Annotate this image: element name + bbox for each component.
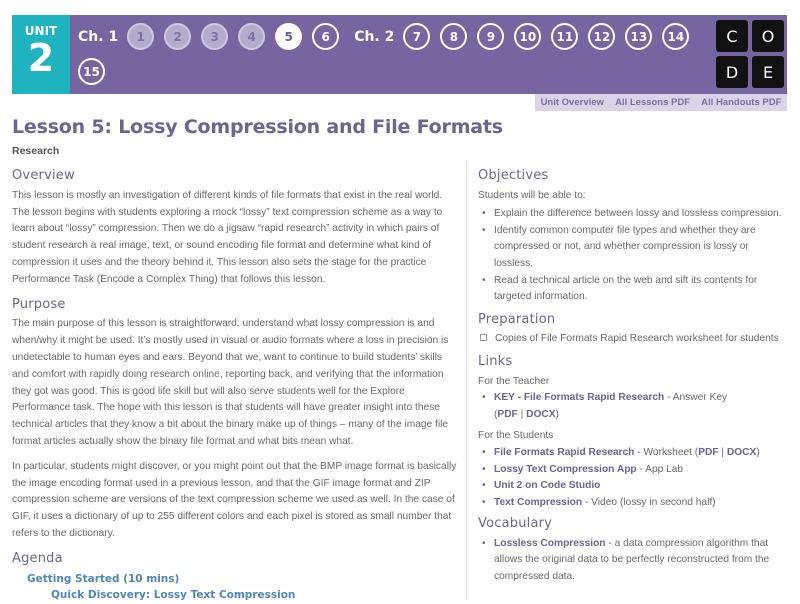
lesson-10-button[interactable]: 10 (514, 23, 541, 50)
agenda-subitem[interactable]: Quick Discovery: Lossy Text Compression (51, 589, 296, 602)
link-item: • Text Compression - Video (lossy in second half) (478, 495, 790, 512)
resource-link[interactable]: File Formats Rapid Research (494, 446, 635, 458)
docx-link[interactable]: DOCX (526, 408, 556, 420)
docx-link[interactable]: DOCX (726, 446, 757, 458)
objective-item: • Identify common computer file types and whether they are compressed or not, and whether compression is lossy or lossless. (478, 223, 790, 273)
resource-link[interactable]: Text Compression (494, 496, 583, 508)
lesson-14-button[interactable]: 14 (662, 23, 689, 50)
checkbox-icon[interactable] (480, 334, 487, 341)
all-handouts-pdf-link[interactable]: All Handouts PDF (701, 97, 782, 108)
page-title: Lesson 5: Lossy Compression and File Formats (12, 116, 503, 138)
main-column (12, 166, 458, 604)
objective-item: • Explain the difference between lossy and lossless compression. (478, 206, 790, 223)
all-lessons-pdf-link[interactable]: All Lessons PDF (615, 97, 691, 108)
lesson-12-button[interactable]: 12 (588, 23, 615, 50)
unit-header (12, 15, 787, 94)
lesson-15-button[interactable]: 15 (78, 58, 105, 85)
overview-text: This lesson is mostly an investigation of different kinds of file formats that exist in the real world. The lesson begins with students exploring a mock “lossy” text compression scheme as a way to learn about “lossy” compression. Then we do a jigsaw “rapid research” activity in which pairs of student research a real image, text, or sound encoding file format and determine what kind of compression it uses and the theory behind it. This lesson also sets the stage for the practice Performance Task (Encode a Complex Thing) that follows this lesson. (12, 189, 443, 285)
agenda-item[interactable]: Getting Started (10 mins) (27, 572, 180, 585)
agenda-heading: Agenda (12, 550, 63, 566)
purpose-heading: Purpose (12, 296, 66, 312)
pdf-link[interactable]: PDF (698, 446, 719, 458)
chapter-1-label: Ch. 1 (78, 28, 119, 45)
lesson-type: Research (12, 145, 60, 157)
lesson-3-button[interactable]: 3 (201, 23, 228, 50)
teacher-label: For the Teacher (478, 375, 550, 387)
lesson-9-button[interactable]: 9 (477, 23, 504, 50)
objective-item: • Read a technical article on the web and sift its contents for targeted information. (478, 273, 790, 306)
purpose-paragraph: The main purpose of this lesson is straightforward: understand what lossy compression is and when/why it might be used. It’s mostly used in visual or audio formats where a loss in precision is undetectable to human eyes and ears. Beyond that we, want to continue to build students’ skills and comfort with rapidly doing research online, reporting back, and verifying that the information they got was good. This is good life skill but will also serve students well for the Explore Performance task. The hope with this lesson is that students will have greater insight into these technical articles that they know a bit about the binary make up of things – many of the image file format articles actually show the binary file format and what bits mean what. (12, 318, 449, 447)
vocabulary-item: • Lossless Compression - a data compression algorithm that allows the original data to be perfectly reconstructed from the compressed data. (478, 536, 790, 586)
lesson-7-button[interactable]: 7 (403, 23, 430, 50)
lesson-4-button[interactable]: 4 (238, 23, 265, 50)
links-heading: Links (478, 353, 513, 369)
lesson-nav-row-2 (78, 58, 105, 85)
pdf-link[interactable]: PDF (497, 408, 518, 420)
overview-heading: Overview (12, 168, 75, 183)
preparation-item: Copies of File Formats Rapid Research worksheet for students (478, 331, 790, 348)
lesson-5-button[interactable]: 5 (275, 23, 302, 50)
resource-link[interactable]: KEY - File Formats Rapid Research (494, 392, 665, 404)
resource-links-bar (535, 94, 787, 111)
vocabulary-heading: Vocabulary (478, 516, 553, 532)
lesson-6-button[interactable]: 6 (312, 23, 339, 50)
resource-link[interactable]: Lossy Text Compression App (494, 463, 637, 475)
chapter-2-label: Ch. 2 (354, 28, 395, 45)
sidebar-column (478, 166, 790, 586)
purpose-paragraph: In particular, students might discover, or you might point out that the BMP image format is basically the image encoding format used in a previous lesson, and that the GIF image format and ZIP compression scheme are versions of the text compression scheme we used as well. In the case of GIF, it uses a dictionary of up to 255 different colors and each pixel is stored as small number that refers to the dictionary. (12, 460, 457, 539)
lesson-13-button[interactable]: 13 (625, 23, 652, 50)
students-label: For the Students (478, 430, 554, 442)
code-org-logo[interactable]: C O D E (716, 20, 784, 88)
unit-overview-link[interactable]: Unit Overview (540, 97, 604, 108)
link-item (478, 478, 790, 495)
preparation-heading: Preparation (478, 311, 556, 327)
resource-link[interactable]: Unit 2 on Code Studio (494, 480, 601, 492)
column-divider (466, 160, 467, 600)
lesson-2-button[interactable]: 2 (164, 23, 191, 50)
link-item: • File Formats Rapid Research - Worksheet (PDF | DOCX) (478, 445, 790, 462)
lesson-1-button[interactable]: 1 (127, 23, 154, 50)
lesson-nav-row-1 (78, 23, 689, 50)
lesson-8-button[interactable]: 8 (440, 23, 467, 50)
unit-badge[interactable]: UNIT 2 (12, 15, 70, 94)
lesson-11-button[interactable]: 11 (551, 23, 578, 50)
link-item: • Lossy Text Compression App - App Lab (478, 462, 790, 479)
link-item: • KEY - File Formats Rapid Research - Answer Key (PDF | DOCX) (478, 390, 790, 423)
objectives-intro: Students will be able to: (478, 189, 586, 201)
objectives-heading: Objectives (478, 168, 549, 183)
